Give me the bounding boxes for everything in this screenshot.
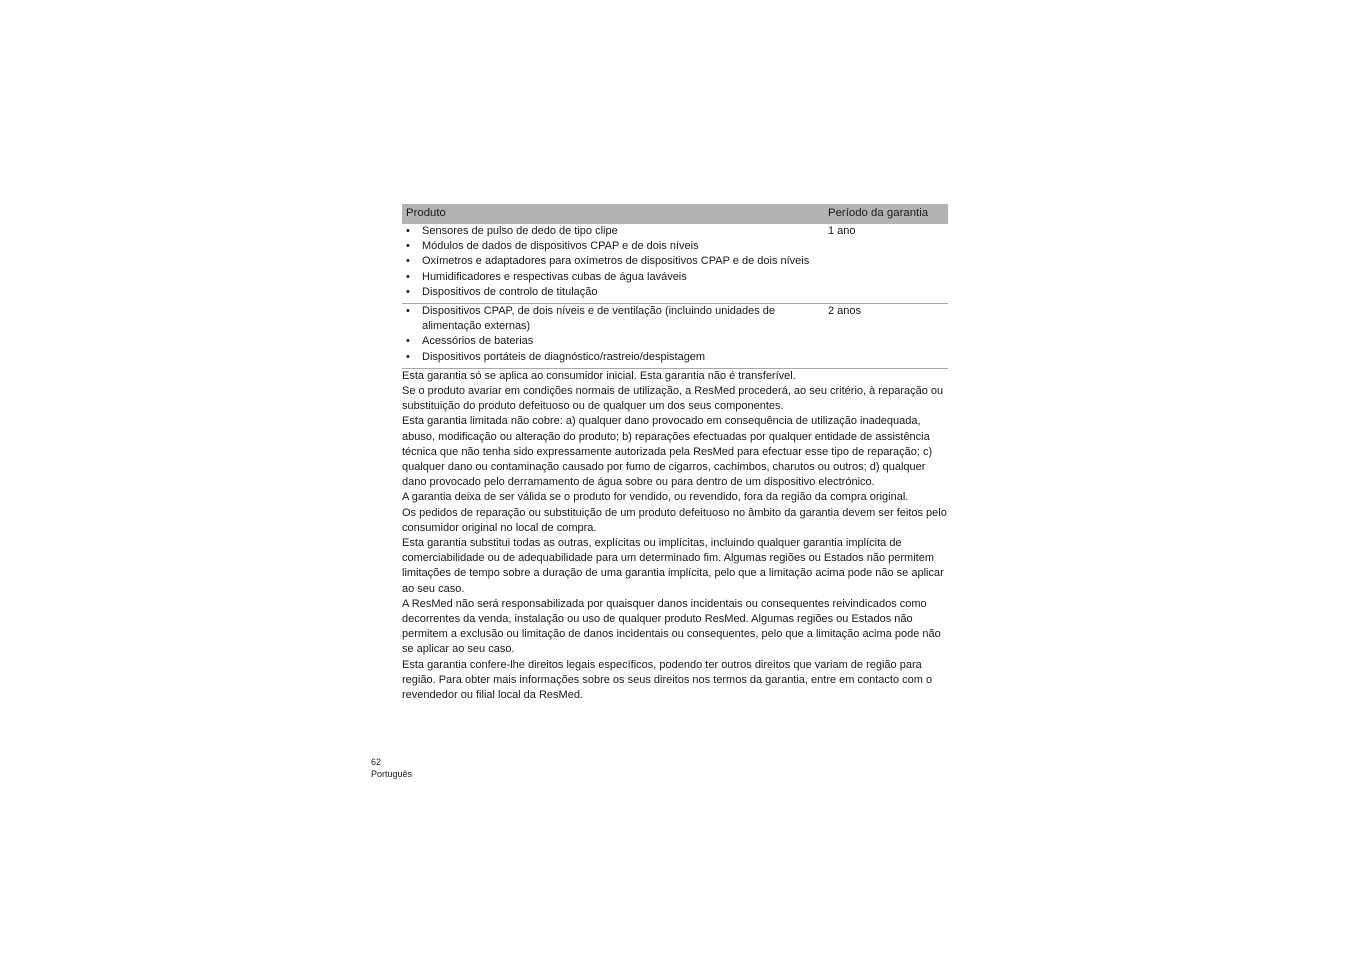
bullet-icon: • (406, 335, 410, 348)
list-item: • Oxímetros e adaptadores para oxímetros de dispositivos CPAP e de dois níveis (402, 254, 824, 269)
language-label: Português (371, 769, 413, 779)
list-item: • Dispositivos de controlo de titulação (402, 285, 824, 300)
bullet-icon: • (406, 255, 410, 268)
list-item: • Humidificadores e respectivas cubas de água laváveis (402, 270, 824, 285)
header-product: Produto (402, 204, 824, 224)
list-item: • Dispositivos CPAP, de dois níveis e de ventilação (incluindo unidades de alimentação externas) (406, 305, 776, 333)
paragraph: A garantia deixa de ser válida se o produto for vendido, ou revendido, fora da região da compra original. (402, 491, 909, 504)
bullet-icon: • (406, 225, 410, 237)
warranty-terms (402, 369, 948, 703)
product-cell (402, 224, 824, 304)
paragraph: Esta garantia substitui todas as outras, explícitas ou implícitas, incluindo qualquer garantia implícita de comerciabilidade ou de adequabilidade para um determinado fim. Algumas regiões ou Estados não permitem limitações de tempo sobre a duração de uma garantia implícita, pelo que a limitação acima pode não se aplicar ao seu caso. (402, 537, 944, 595)
table-row (402, 224, 948, 304)
paragraph: Se o produto avariar em condições normais de utilização, a ResMed procederá, ao seu critério, à reparação ou substituição do produto defeituoso ou de qualquer um dos seus componentes. (402, 385, 944, 413)
list-item: • Acessórios de baterias (402, 334, 824, 349)
paragraph: Os pedidos de reparação ou substituição de um produto defeituoso no âmbito da garantia devem ser feitos pelo consumidor original no local de compra. (402, 506, 947, 534)
header-warranty-period: Período da garantia (824, 204, 948, 224)
product-list (402, 304, 824, 368)
bullet-icon: • (406, 305, 410, 318)
paragraph: Esta garantia limitada não cobre: a) qualquer dano provocado em consequência de utilização inadequada, abuso, modificação ou alteração do produto; b) reparações efectuadas por qualquer entidade de assistência técnica que não tenha sido expressamente autorizada pela ResMed para efectuar esse tipo de reparação; c) qualquer dano ou contaminação causado por fumo de cigarros, cachimbos, charutos ou outros; d) qualquer dano provocado pelo derramamento de água sobre ou para dentro de um dispositivo electrónico. (402, 415, 933, 489)
paragraph: Esta garantia confere-lhe direitos legais específicos, podendo ter outros direitos que variam de região para região. Para obter mais informações sobre os seus direitos nos termos da garantia, entre em contacto com o revendedor ou filial local da ResMed. (402, 658, 933, 702)
table-header-row (402, 204, 948, 224)
paragraph: Esta garantia só se aplica ao consumidor inicial. Esta garantia não é transferível. (402, 369, 796, 382)
page-content (402, 204, 948, 703)
list-item: • Sensores de pulso de dedo de tipo clipe (402, 224, 824, 239)
product-cell (402, 304, 824, 369)
bullet-icon: • (406, 285, 410, 298)
warranty-period-cell: 2 anos (824, 304, 948, 369)
product-list (402, 224, 824, 303)
page-footer (371, 756, 412, 780)
bullet-icon: • (406, 240, 410, 253)
table-row (402, 304, 948, 369)
list-item: • Módulos de dados de dispositivos CPAP e de dois níveis (402, 239, 824, 254)
page-number: 62 (371, 757, 382, 767)
warranty-table (402, 204, 948, 369)
paragraph: A ResMed não será responsabilizada por quaisquer danos incidentais ou consequentes reivindicados como decorrentes da venda, instalação ou uso de qualquer produto ResMed. Algumas regiões ou Estados não permitem a exclusão ou limitação de danos incidentais ou consequentes, pelo que a limitação acima pode não se aplicar ao seu caso. (402, 597, 941, 656)
list-item: • Dispositivos portáteis de diagnóstico/rastreio/despistagem (402, 350, 824, 365)
warranty-period-cell: 1 ano (824, 224, 948, 304)
bullet-icon: • (406, 350, 410, 363)
bullet-icon: • (406, 270, 410, 283)
